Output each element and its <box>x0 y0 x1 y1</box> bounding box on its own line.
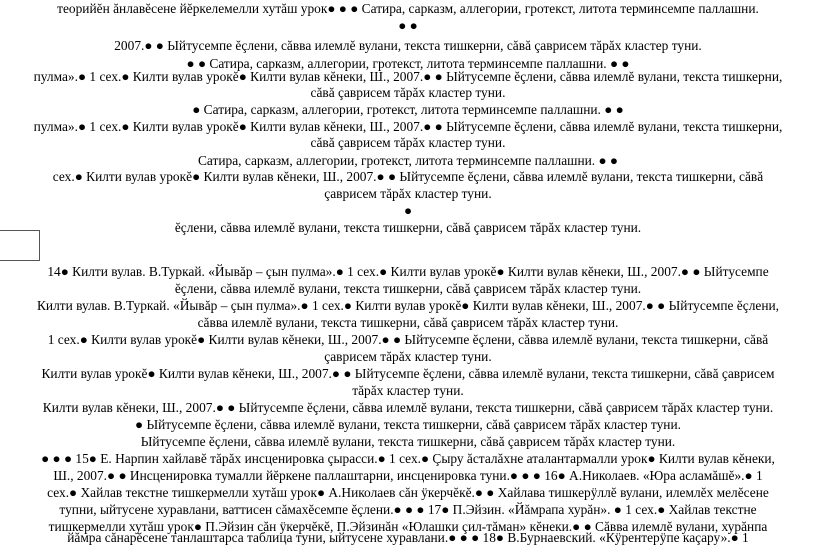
text-line: ● ● Сатира, сарказм, аллегории, гротекст, литота терминсемпе паллашни. ● ● <box>186 56 630 71</box>
text-line: Килти вулав. В.Туркай. «Йывăр – çын пулма».● 1 сех.● Килти вулав урокĕ● Килти вулав кĕнеки, Ш., 2007.● ● Ыйтусемпе ĕçлени, <box>36 298 780 313</box>
text-line: ĕçлени, сăвва илемлĕ вулани, текста тишкерни, сăвă çаврисем тăрăх кластер туни. <box>174 281 642 296</box>
text-line: Сатира, сарказм, аллегории, гротекст, литота терминсемпе паллашни. ● ● <box>197 153 619 168</box>
text-line: 1 сех.● Килти вулав урокĕ● Килти вулав кĕнеки, Ш., 2007.● ● Ыйтусемпе ĕçлени, сăвва илемлĕ вулани, текста тишкерни, сăвă <box>47 332 769 347</box>
text-line: Ыйтусемпе ĕçлени, сăвва илемлĕ вулани, текста тишкерни, сăвă çаврисем тăрăх кластер туни. <box>140 434 676 449</box>
text-line: Килти вулав кĕнеки, Ш., 2007.● ● Ыйтусемпе ĕçлени, сăвва илемлĕ вулани, текста тишкерни, сăвă çаврисем тăрăх кластер туни. <box>42 400 774 415</box>
text-line: çаврисем тăрăх кластер туни. <box>324 349 492 364</box>
text-line: ● <box>403 203 413 218</box>
text-line: пулма».● 1 сех.● Килти вулав урокĕ● Килти вулав кĕнеки, Ш., 2007.● ● Ыйтусемпе ĕçлени, сăвва илемлĕ вулани, текста тишкерни, <box>33 119 783 134</box>
text-line: ● ● ● 15● Е. Нарпин хайлавĕ тăрăх инсценировка çырасси.● 1 сех.● Çыру ăсталăхне аталантармалли урок● Килти вулав кĕнеки, <box>41 451 775 466</box>
text-line: тупни, ыйтусене хуравлани, ваттисен сăмахĕсемпе ĕçлени.● ● ● 17● П.Эйзин. «Йăмрапа хурăн». ● 1 сех.● Хайлав текстне <box>59 502 757 517</box>
text-line: пулма».● 1 сех.● Килти вулав урокĕ● Килти вулав кĕнеки, Ш., 2007.● ● Ыйтусемпе ĕçлени, сăвва илемлĕ вулани, текста тишкерни, <box>33 69 783 84</box>
text-line: сăвă çаврисем тăрăх кластер туни. <box>310 135 506 150</box>
text-line: сех.● Килти вулав урокĕ● Килти вулав кĕнеки, Ш., 2007.● ● Ыйтусемпе ĕçлени, сăвва илемлĕ вулани, текста тишкерни, сăвă <box>52 169 764 184</box>
text-line: ● Сатира, сарказм, аллегории, гротекст, литота терминсемпе паллашни. ● ● <box>192 102 624 117</box>
text-line: йăмра сăнарĕсене танлаштарса таблица туни, ыйтусене хуравлани.● ● ● 18● В.Бурнаевский. «Кÿрентерÿпе каçару».● 1 <box>67 530 749 545</box>
text-line: Килти вулав урокĕ● Килти вулав кĕнеки, Ш., 2007.● ● Ыйтусемпе ĕçлени, сăвва илемлĕ вулани, текста тишкерни, сăвă çаврисем <box>41 366 775 381</box>
text-line: çаврисем тăрăх кластер туни. <box>324 186 492 201</box>
text-line: 14● Килти вулав. В.Туркай. «Йывăр – çын пулма».● 1 сех.● Килти вулав урокĕ● Килти вулав кĕнеки, Ш., 2007.● ● Ыйтусемпе <box>47 264 769 279</box>
empty-frame-box <box>0 230 40 261</box>
text-line: сех.● Хайлав текстне тишкермелли хутăш урок● А.Николаев сăн ÿкерчĕкĕ.● ● Хайлава тишкерÿллĕ вулани, илемлĕх мелĕсене <box>47 485 769 500</box>
text-line: Ш., 2007.● ● Инсценировка тумалли йĕркене паллаштарни, инсценировка туни.● ● ● 16● А.Николаев. «Юра асламăшĕ».● 1 <box>53 468 763 483</box>
text-line: теорийĕн ăнлавĕсене йĕркелемелли хутăш урок● ● ● Сатира, сарказм, аллегории, гротекст, литота терминсемпе паллашни. <box>57 1 759 16</box>
text-line: ● ● <box>398 18 418 33</box>
text-line: ● Ыйтусемпе ĕçлени, сăвва илемлĕ вулани, текста тишкерни, сăвă çаврисем тăрăх кластер туни. <box>135 417 681 432</box>
text-line: сăвва илемлĕ вулани, текста тишкерни, сăвă çаврисем тăрăх кластер туни. <box>197 315 619 330</box>
text-line: сăвă çаврисем тăрăх кластер туни. <box>310 85 506 100</box>
text-line: ĕçлени, сăвва илемлĕ вулани, текста тишкерни, сăвă çаврисем тăрăх кластер туни. <box>174 220 642 235</box>
text-line: тишкермелли хутăш урок● П.Эйзин сăн ÿкерчĕкĕ, П.Эйзинăн «Юлашки çил-тăман» кĕнеки.● ● Сăвва илемлĕ вулани, хурăнпа <box>48 519 768 534</box>
text-line: тăрăх кластер туни. <box>352 383 464 398</box>
text-line: 2007.● ● Ыйтусемпе ĕçлени, сăвва илемлĕ вулани, текста тишкерни, сăвă çаврисем тăрăх кластер туни. <box>114 38 702 53</box>
